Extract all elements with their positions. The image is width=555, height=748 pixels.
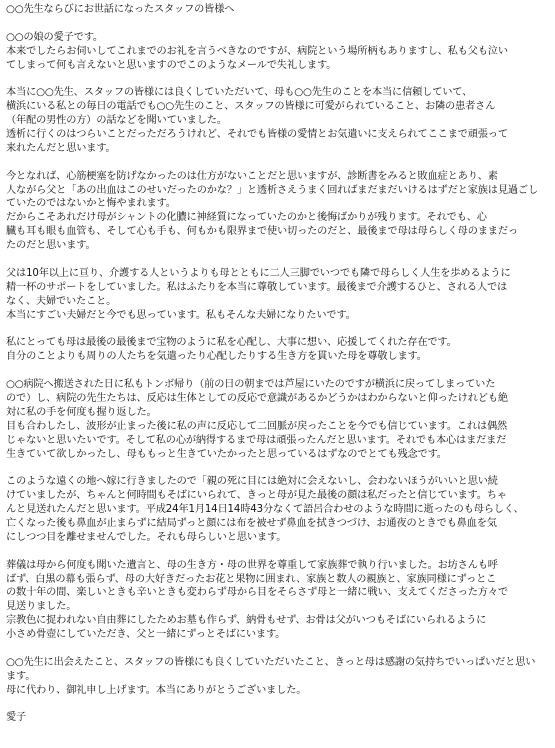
letter-paragraph <box>6 656 551 698</box>
letter-line: ○○の娘の愛子です。 <box>6 31 103 43</box>
letter-line: ばず、白黒の幕も張らず、母の大好きだったお花と果物に囲まれ、家族と数人の親族と、家族同様にずっとこ <box>6 573 497 585</box>
letter-line: けていましたが、ちゃんと何時間もそばにいられて、きっと母が見た最後の顔は私だったと信じています。ちゃ <box>6 490 507 502</box>
letter-paragraph <box>6 336 551 364</box>
letter-line: ○○先生に出会えたこと、スタッフの皆様にも良くしていただいたこと、きっと母は感謝の気持ちでいっぱいだと思い <box>6 656 536 668</box>
letter-line: 本当にすごい夫婦だと今でも思っています。私もそんな夫婦になりたいです。 <box>6 309 356 321</box>
letter-line: じゃないと思いたいです。そして私の心が納得するまで母は頑張ったんだと思います。それでも本心はまだまだ <box>6 434 507 446</box>
letter-line: だからこそあれだけ母がシャントの化膿に神経質になっていたのかと後悔ばかりが残ります。それでも、心 <box>6 212 487 224</box>
letter-line: 臓も耳も眼も血管も、そして心も手も、何もかも限界まで使い切ったのだと、最後まで母は母らしく母のままだっ <box>6 226 518 238</box>
letter-line: んと見送れたんだと思います。平成24年1月14日14時43分なくて語呂合わせのような時間に逝ったのも母らしく、 <box>6 504 524 516</box>
letter-line: 透析に行くのはつらいことだっただろうけれど、それでも皆様の愛情とお気遣いに支えられてここまで頑張って <box>6 129 508 141</box>
letter-line: の数十年の間、楽しいときも辛いときも変わらず母から目をそらさず母と一緒に戦い、支えてくださった方々で <box>6 587 508 599</box>
letter-paragraph <box>6 378 551 461</box>
letter-line: 本当に○○先生、スタッフの皆様には良くしていただいて、母も○○先生のことを本当に信頼していて、 <box>6 87 473 99</box>
letter-line: ていたのではないかと悔やまれます。 <box>6 198 176 210</box>
letter-line: 精一杯のサポートをしていました。私はふたりを本当に尊敬しています。最後まで介護するひと、される人では <box>6 281 508 293</box>
letter-line: 葬儀は母から何度も聞いた遺言と、母の生き方・母の世界を尊重して家族葬で執り行いました。お坊さんも呼 <box>6 559 498 571</box>
letter-paragraph <box>6 31 551 73</box>
letter-line: なく、夫婦でいたこと。 <box>6 295 117 307</box>
letter-line: 私にとっても母は最後の最後まで宝物のように私を心配し、大事に想い、応援してくれた存在です。 <box>6 337 457 349</box>
letter-line: 本来でしたらお伺いしてこれまでのお礼を言うべきなのですが、病院という場所柄もありますし、私も父も泣い <box>6 45 508 57</box>
letter-line: にしつつ目を離せませんでした。それも母らしいと思います。 <box>6 531 287 543</box>
letter-line: 父は10年以上に亘り、介護する人というよりも母とともに二人三脚でいつでも隣で母らしく人生を歩めるように <box>6 267 511 279</box>
letter-line: 対に私の手を何度も握り返した。 <box>6 406 157 418</box>
letter-line: 母に代わり、御礼申し上げます。本当にありがとうございました。 <box>6 684 307 696</box>
letter-body <box>6 31 551 698</box>
letter-line: 宗教色に捉われない自由葬にしたためお墓も作らず、納骨もせず、お骨は父がいつもそばにいられるように <box>6 615 487 627</box>
letter-paragraph <box>6 267 551 323</box>
letter-line: ので）し、病院の先生たちは、反応は生体としての反応で意識があるかどうかはわからないと仰ったけれども絶 <box>6 392 508 404</box>
letter-line: （年配の男性の方）の話などを聞いていました。 <box>6 115 227 127</box>
letter-line: 来れたんだと思います。 <box>6 142 116 154</box>
letter-heading: ○○先生ならびにお世話になったスタッフの皆様へ <box>6 4 235 15</box>
letter-line: 自分のことよりも周りの人たちを気遣ったり心配したりする生き方を貫いた母を尊敬します。 <box>6 351 427 363</box>
letter-line: このような遠くの地へ嫁に行きましたので「親の死に目には絶対に会えないし、会わないほうがいいと思い続 <box>6 476 498 488</box>
letter-paragraph <box>6 170 551 253</box>
letter-paragraph <box>6 475 551 544</box>
letter-line: 亡くなった後も鼻血が止まらずに結局ずっと顔には布を被せず鼻血を拭きつづけ、お通夜のときでも鼻血を気 <box>6 517 497 529</box>
letter-line: てしまって何も言えないと思いますのでこのようなメールで失礼します。 <box>6 59 337 71</box>
letter-line: 今となれば、心筋梗塞を防げなかったのは仕方がないことだと思いますが、診断書をみると敗血症とあり、素 <box>6 170 498 182</box>
letter-line: 小さめ骨壺にしていただき、父と一緒にずっとそばにいます。 <box>6 629 286 641</box>
letter-line: 見送りました。 <box>6 601 77 613</box>
letter-line: ます。 <box>6 670 36 682</box>
letter-line: たのだと思います。 <box>6 240 96 252</box>
letter-signature: 愛子 <box>6 712 27 724</box>
letter-line: 横浜にいる私との毎日の電話でも○○先生のこと、スタッフの皆様に可愛がられていること、お隣の患者さん <box>6 101 496 113</box>
letter-line: 目も合わしたし、波形が止まった後に私の声に反応して二回脈が戻ったことを今でも信じています。これは偶然 <box>6 420 508 432</box>
letter-line: ○○病院へ搬送された日に私もトンボ帰り（前の日の朝までは芦屋にいたのですが横浜に戻ってしまっていた <box>6 379 496 391</box>
letter-line: 人ながら父と「あの出血はこのせいだったのかな？」と透析さえうまく回ればまだまだいけるはずだと家族は見過ごし <box>6 184 538 196</box>
letter-paragraph <box>6 86 551 155</box>
letter-line: 生きていて欲しかったし、母ももっと生きていたかったと思っているはずなのでとても残念です。 <box>6 448 447 460</box>
letter-paragraph <box>6 559 551 642</box>
